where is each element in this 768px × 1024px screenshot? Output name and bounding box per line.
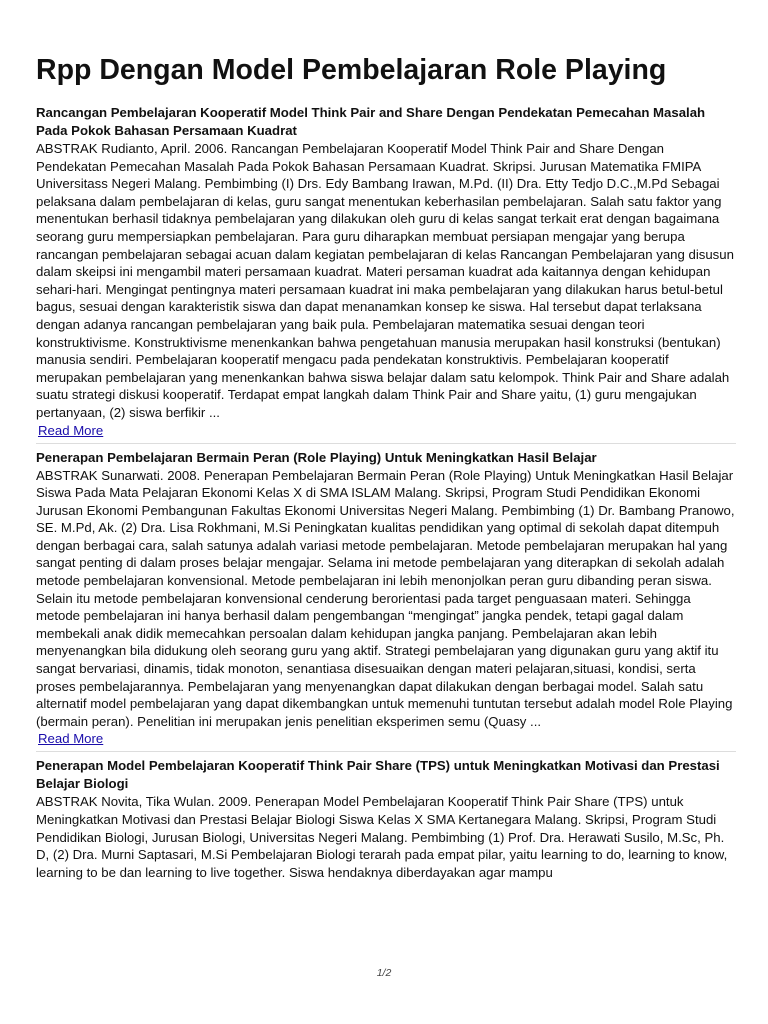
page-title: Rpp Dengan Model Pembelajaran Role Playing bbox=[36, 54, 667, 86]
page-number: 1/2 bbox=[376, 967, 392, 979]
article-body: ABSTRAK Novita, Tika Wulan. 2009. Penerapan Model Pembelajaran Kooperatif Think Pair Share (TPS) untuk Meningkatkan Motivasi dan Prestasi Belajar Biologi Siswa Kelas X SMA Kertanegara Malang. Skripsi, Program Studi Pendidikan Biologi, Jurusan Biologi, Universitas Negeri Malang. Pembimbing (1) Prof. Dra. Herawati Susilo, M.Sc, Ph. D, (2) Dra. Murni Saptasari, M.Si Pembelajaran Biologi terarah pada empat pilar, yaitu learning to do, learning to know, learning to be dan learning to live together. Siswa hendaknya diberdayakan agar mampu bbox=[36, 794, 728, 880]
article-body: ABSTRAK Rudianto, April. 2006. Rancangan Pembelajaran Kooperatif Model Think Pair and Share Dengan Pendekatan Pemecahan Masalah Pada Pokok Bahasan Persamaan Kuadrat. Skripsi. Jurusan Matematika FMIPA Universitass Negeri Malang. Pembimbing (I) Drs. Edy Bambang Irawan, M.Pd. (II) Dra. Etty Tedjo D.C.,M.Pd Sebagai pelaksana dalam pembelajaran di kelas, guru sangat menentukan keberhasilan pembelajaran. Salah satu faktor yang menentukan berhasil tidaknya pembelajaran yang dilakukan oleh guru di kelas sangat terkait erat dengan bagaimana seorang guru mempersiapkan pembelajaran. Para guru diharapkan membuat persiapan mengajar yang berupa rancangan pembelajaran sebagai acuan dalam kegiatan pembelajaran di kelas Rancangan Pembelajaran yang disusun dalam skeipsi ini mengambil materi persamaan kuadrat. Materi persaman kuadrat ada kaitannya dengan kehidupan sehari-hari. Mengingat pentingnya materi persamaan kuadrat ini maka pembelajaran yang dilakukan harus betul-betul bagus, sesuai dengan karakteristik siswa dan dapat menanamkan konsep ke siswa. Hal tersebut dapat terlaksana dengan adanya rancangan pembelajaran yang baik pula. Pembelajaran matematika sesuai dengan teori konstruktivisme. Konstruktivisme menenkankan bahwa pengetahuan manusia merupakan hasil konstruksi (bentukan) manusia sendiri. Pembelajaran kooperatif mengacu pada pendekatan konstruktivis. Pembelajaran kooperatif merupakan pembelajaran yang menenkankan bahwa siswa belajar dalam satu kelompok. Think Pair and Share adalah suatu strategi diskusi kooperatif. Terdapat empat langkah dalam Think Pair and Share yaitu, (1) guru mengajukan pertanyaan, (2) siswa berfikir ... bbox=[36, 141, 734, 420]
read-more-link[interactable]: Read More bbox=[38, 422, 104, 438]
article-title: Rancangan Pembelajaran Kooperatif Model Think Pair and Share Dengan Pendekatan Pemecahan Masalah Pada Pokok Bahasan Persamaan Kuadrat bbox=[36, 105, 706, 138]
document-page bbox=[36, 50, 736, 889]
read-more-link[interactable]: Read More bbox=[38, 731, 104, 747]
article-1 bbox=[36, 104, 736, 444]
article-body: ABSTRAK Sunarwati. 2008. Penerapan Pembelajaran Bermain Peran (Role Playing) Untuk Meningkatkan Hasil Belajar Siswa Pada Mata Pelajaran Ekonomi Kelas X di SMA ISLAM Malang. Skripsi, Program Studi Pendidikan Ekonomi Jurusan Ekonomi Pembangunan Fakultas Ekonomi Universitas Negeri Malang. Pembimbing (1) Dr. Bambang Pranowo, SE. M.Pd, Ak. (2) Dra. Lisa Rokhmani, M.Si Peningkatan kualitas pendidikan yang optimal di sekolah dapat ditempuh dengan berbagai cara, salah satunya adalah variasi metode pembelajaran. Metode pembelajaran merupakan hal yang sangat penting di dalam proses belajar mengajar. Selama ini metode pembelajaran yang diterapkan di sekolah adalah metode pembelajaran konvensional. Metode pembelajaran ini lebih menonjolkan peran guru dibanding peran siswa. Selain itu metode pembelajaran konvensional cenderung berorientasi pada target penguasaan materi. Sehingga metode pembelajaran ini hanya berhasil dalam pengembangan “mengingat” jangka pendek, tetapi gagal dalam membekali anak didik memecahkan persoalan dalam kehidupan jangka panjang. Pembelajaran akan lebih menyenangkan bila didukung oleh seorang guru yang aktif. Strategi pembelajaran yang digunakan guru yang aktif itu sangat bervariasi, dinamis, tidak monoton, senantiasa disesuaikan dengan materi pelajaran,situasi, kondisi, serta proses pembelajarannya. Pembelajaran yang menyenangkan dapat dilakukan dengan berbagai model. Salah satu alternatif model pembelajaran yang dapat dikembangkan untuk memenuhi tuntutan tersebut adalah model Role Playing (bermain peran). Penelitian ini merupakan jenis penelitian eksperimen semu (Quasy ... bbox=[36, 467, 735, 729]
article-2 bbox=[36, 449, 736, 753]
article-title: Penerapan Model Pembelajaran Kooperatif Think Pair Share (TPS) untuk Meningkatkan Motivasi dan Prestasi Belajar Biologi bbox=[36, 758, 720, 792]
article-3 bbox=[36, 757, 736, 884]
article-title: Penerapan Pembelajaran Bermain Peran (Role Playing) Untuk Meningkatkan Hasil Belajar bbox=[36, 449, 597, 465]
